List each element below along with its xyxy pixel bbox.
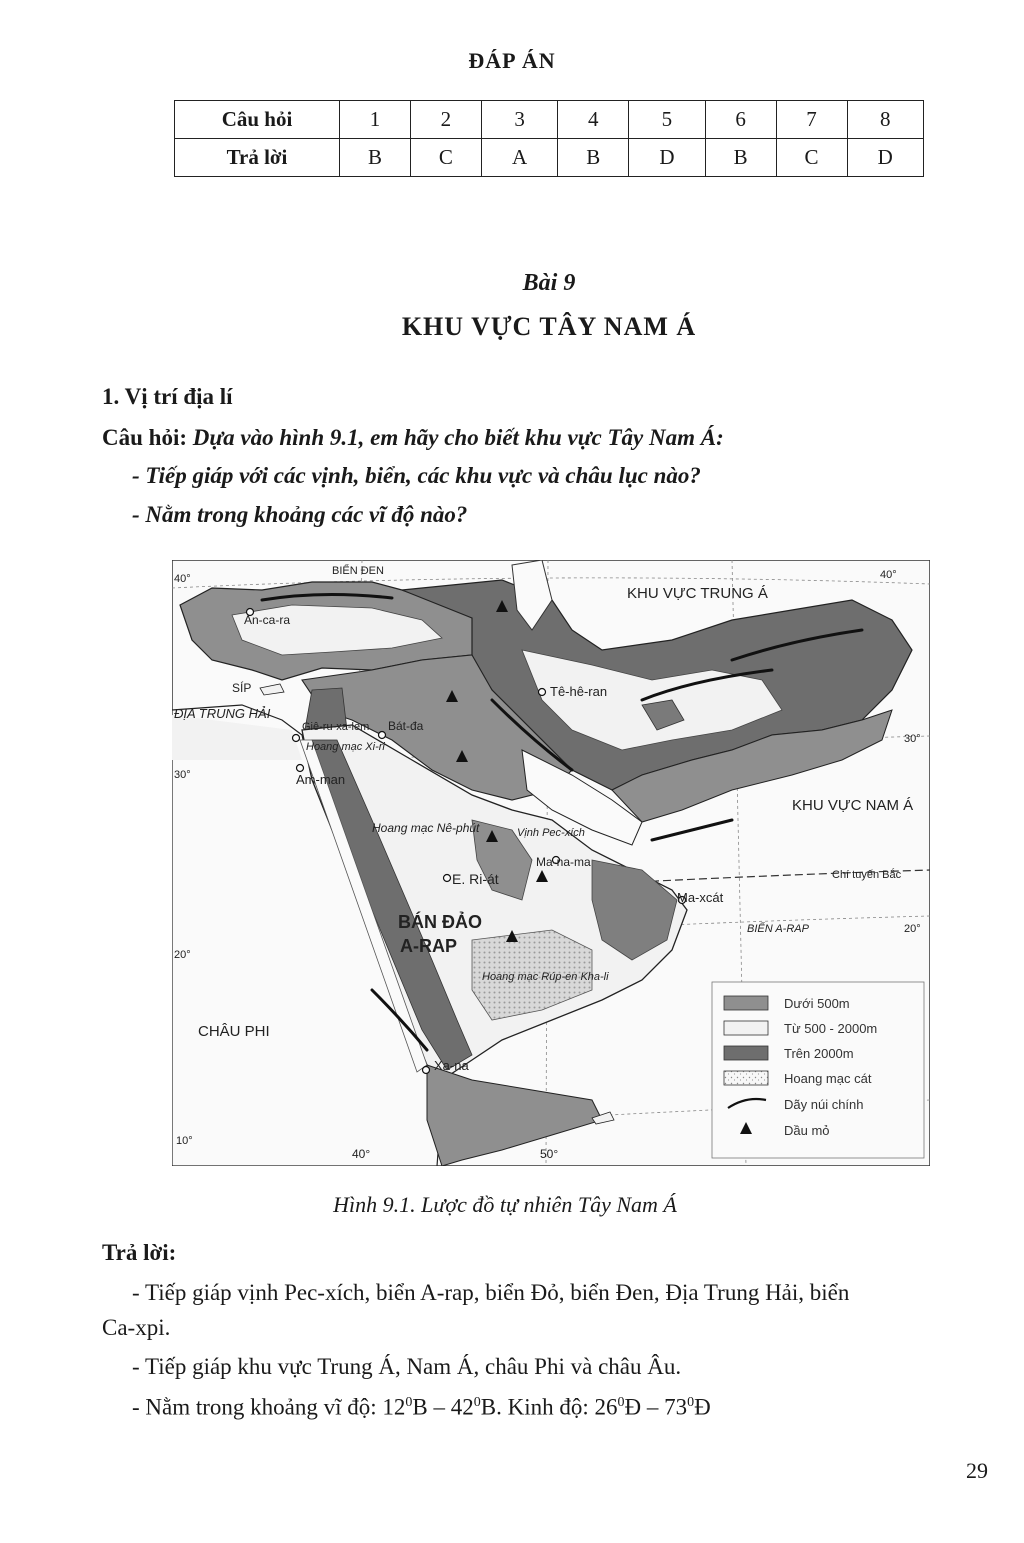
label-ankara: An-ca-ra xyxy=(244,613,291,627)
label-manama: Ma-na-ma xyxy=(536,855,591,869)
legend-swatch-plateau xyxy=(724,1021,768,1035)
answer-key-table xyxy=(174,100,924,177)
label-lat40-left: 40° xyxy=(174,573,191,585)
label-rub-al-khali: Hoang mạc Rúp-en Kha-li xyxy=(482,971,609,983)
label-amman: Am-man xyxy=(296,772,346,787)
answer-letter: B xyxy=(558,139,629,177)
degree-sup: 0 xyxy=(473,1395,481,1410)
question-bullet: - Tiếp giáp với các vịnh, biển, các khu vực và châu lục nào? xyxy=(132,463,701,488)
label-muscat: Ma-xcát xyxy=(677,890,724,905)
coord-text: B. Kinh độ: 26 xyxy=(480,1394,618,1420)
lesson-number: Bài 9 xyxy=(522,270,576,296)
question-bullet: - Nằm trong khoảng các vĩ độ nào? xyxy=(132,502,468,527)
question-text: Dựa vào hình 9.1, em hãy cho biết khu vực Tây Nam Á: xyxy=(192,425,724,450)
label-tropic: Chí tuyến Bắc xyxy=(832,869,902,881)
lesson-title: KHU VỰC TÂY NAM Á xyxy=(401,312,697,341)
question-number: 7 xyxy=(776,101,847,139)
coord-text: - Nằm trong khoảng vĩ độ: 12 xyxy=(132,1394,406,1420)
label-sanaa: Xa-na xyxy=(434,1058,469,1073)
page-number: 29 xyxy=(966,1458,988,1483)
question-number: 1 xyxy=(340,101,411,139)
degree-sup: 0 xyxy=(617,1395,625,1410)
label-persian-gulf: Vịnh Pec-xích xyxy=(517,827,585,839)
label-south-asia: KHU VỰC NAM Á xyxy=(792,797,914,814)
label-black-sea: BIỂN ĐEN xyxy=(332,565,384,577)
table-row xyxy=(175,139,924,177)
question-line xyxy=(102,423,724,453)
question-number: 3 xyxy=(481,101,557,139)
question-number: 5 xyxy=(629,101,705,139)
question-number: 4 xyxy=(558,101,629,139)
legend-label: Từ 500 - 2000m xyxy=(784,1021,878,1036)
label-lat20-left: 20° xyxy=(174,949,191,961)
answer-letter: C xyxy=(776,139,847,177)
question-row-label: Câu hỏi xyxy=(175,101,340,139)
degree-sup: 0 xyxy=(405,1395,413,1410)
map-caption: Hình 9.1. Lược đồ tự nhiên Tây Nam Á xyxy=(333,1192,677,1217)
label-jerusalem: Giê-ru-xa-lem xyxy=(302,721,370,733)
label-cyprus: SÍP xyxy=(232,681,252,695)
label-arabia: A-RAP xyxy=(400,936,457,956)
answer-letter: B xyxy=(705,139,776,177)
question-label: Câu hỏi: xyxy=(102,425,187,450)
answer-letter: A xyxy=(481,139,557,177)
label-lat30-left: 30° xyxy=(174,769,191,781)
coord-text: Đ xyxy=(694,1394,711,1420)
answer-key-title: ĐÁP ÁN xyxy=(468,48,556,73)
label-lon50: 50° xyxy=(540,1147,559,1161)
answer-letter: C xyxy=(410,139,481,177)
label-peninsula: BÁN ĐẢO xyxy=(398,912,482,932)
label-arabian-sea: BIỂN A-RAP xyxy=(747,923,809,935)
legend-label: Hoang mạc cát xyxy=(784,1071,872,1086)
answer-line-coordinates xyxy=(132,1388,711,1423)
label-lat40-right: 40° xyxy=(880,569,897,581)
question-number: 8 xyxy=(847,101,924,139)
answer-line: Ca-xpi. xyxy=(102,1315,171,1340)
label-syrian-desert: Hoang mạc Xi-ri xyxy=(306,741,385,753)
label-lat30-right: 30° xyxy=(904,733,921,745)
label-tehran: Tê-hê-ran xyxy=(550,684,608,699)
question-number: 2 xyxy=(410,101,481,139)
legend-swatch-desert xyxy=(724,1071,768,1085)
answer-line: - Tiếp giáp vịnh Pec-xích, biển A-rap, biển Đỏ, biển Đen, Địa Trung Hải, biển xyxy=(132,1280,850,1305)
label-central-asia: KHU VỰC TRUNG Á xyxy=(627,585,768,602)
question-number: 6 xyxy=(705,101,776,139)
legend-swatch-highland xyxy=(724,1046,768,1060)
label-lat10-left: 10° xyxy=(176,1135,193,1147)
label-baghdad: Bát-đa xyxy=(388,719,424,733)
answer-label: Trả lời: xyxy=(102,1240,177,1265)
section-heading: 1. Vị trí địa lí xyxy=(102,384,233,409)
legend-label: Dãy núi chính xyxy=(784,1097,864,1112)
map-legend xyxy=(712,982,924,1158)
label-lat20-right: 20° xyxy=(904,923,921,935)
legend-label: Trên 2000m xyxy=(784,1046,854,1061)
label-lon40: 40° xyxy=(352,1147,371,1161)
label-mediterranean: ĐỊA TRUNG HẢI xyxy=(174,706,271,721)
answer-row-label: Trả lời xyxy=(175,139,340,177)
coord-text: B – 42 xyxy=(412,1394,474,1420)
legend-label: Dưới 500m xyxy=(784,996,850,1011)
answer-letter: D xyxy=(629,139,705,177)
label-riyadh: E. Ri-át xyxy=(452,871,499,887)
answer-line: - Tiếp giáp khu vực Trung Á, Nam Á, châu Phi và châu Âu. xyxy=(132,1354,682,1379)
southwest-asia-map xyxy=(172,560,930,1166)
table-row xyxy=(175,101,924,139)
coord-text: Đ – 73 xyxy=(624,1394,688,1420)
label-nefud-desert: Hoang mạc Nê-phút xyxy=(372,821,480,835)
label-africa: CHÂU PHI xyxy=(198,1023,270,1040)
legend-label: Dầu mỏ xyxy=(784,1123,830,1138)
answer-letter: B xyxy=(340,139,411,177)
degree-sup: 0 xyxy=(687,1395,695,1410)
legend-swatch-lowland xyxy=(724,996,768,1010)
answer-letter: D xyxy=(847,139,924,177)
